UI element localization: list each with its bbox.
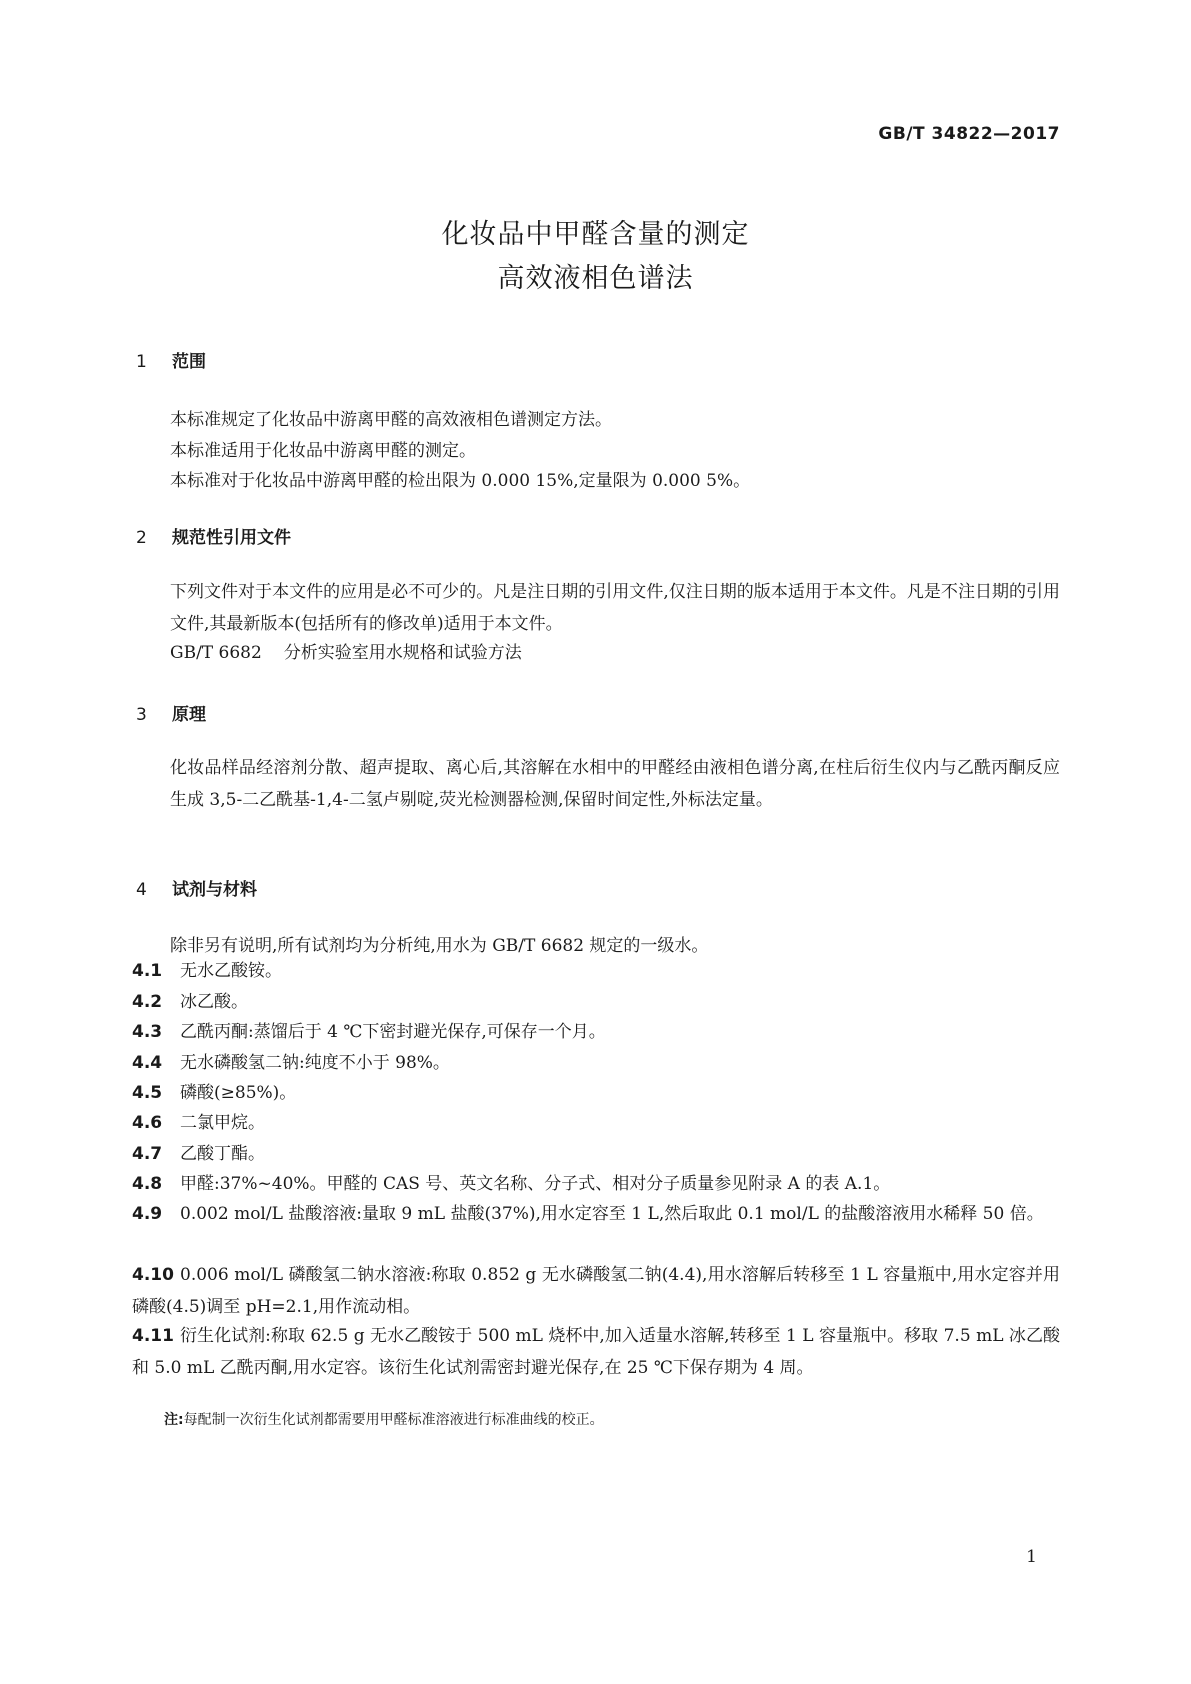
list-item (132, 1107, 1060, 1139)
section-title: 原理 (172, 705, 206, 725)
page-number: 1 (1026, 1547, 1037, 1567)
item-text: 二氯甲烷。 (180, 1113, 265, 1133)
item-number: 4.11 (132, 1326, 174, 1346)
list-item (132, 1259, 1060, 1323)
item-text: 衍生化试剂:称取 62.5 g 无水乙酸铵于 500 mL 烧杯中,加入适量水溶解,转移至 1 L 容量瓶中。移取 7.5 mL 冰乙酸和 5.0 mL 乙酰丙酮,用水定容。该衍生化试剂需密封避光保存,在 25 ℃下保存期为 4 周。 (132, 1326, 1060, 1378)
item-text: 无水乙酸铵。 (180, 961, 282, 981)
section-number: 3 (136, 705, 147, 725)
item-number: 4.7 (132, 1144, 163, 1164)
section-title: 规范性引用文件 (172, 528, 291, 548)
section-heading-scope (136, 347, 206, 372)
item-number: 4.5 (132, 1083, 163, 1103)
item-text: 乙酸丁酯。 (180, 1144, 265, 1164)
paragraph: 本标准规定了化妆品中游离甲醛的高效液相色谱测定方法。 (170, 410, 612, 430)
normative-reference (170, 638, 522, 663)
paragraph: 下列文件对于本文件的应用是必不可少的。凡是注日期的引用文件,仅注日期的版本适用于本文件。凡是不注日期的引用文件,其最新版本(包括所有的修改单)适用于本文件。 (170, 582, 1060, 634)
reference-code: GB/T 6682 (170, 643, 262, 663)
item-text: 冰乙酸。 (180, 992, 248, 1012)
document-title: 化妆品中甲醛含量的测定 (441, 219, 750, 250)
section-heading-normative-references (136, 523, 291, 548)
section-number: 2 (136, 528, 147, 548)
item-number: 4.4 (132, 1053, 163, 1073)
section-title: 试剂与材料 (172, 880, 257, 900)
list-item (132, 1047, 1060, 1079)
list-item (132, 1320, 1060, 1384)
list-item (132, 1016, 1060, 1048)
note (164, 1409, 604, 1429)
paragraph: 化妆品样品经溶剂分散、超声提取、离心后,其溶解在水相中的甲醛经由液相色谱分离,在柱后衍生仪内与乙酰丙酮反应生成 3,5-二乙酰基-1,4-二氢卢剔啶,荧光检测器检测,保留时间定性,外标法定量。 (170, 758, 1060, 810)
section-number: 1 (136, 352, 147, 372)
note-label: 注: (164, 1412, 184, 1428)
paragraph: 本标准对于化妆品中游离甲醛的检出限为 0.000 15%,定量限为 0.000 5%。 (170, 471, 751, 491)
list-item (132, 1138, 1060, 1170)
list-item (132, 1198, 1060, 1230)
list-item (132, 1168, 1060, 1200)
item-text: 磷酸(≥85%)。 (180, 1083, 297, 1103)
list-item (132, 986, 1060, 1018)
item-number: 4.3 (132, 1022, 163, 1042)
document-subtitle: 高效液相色谱法 (497, 263, 694, 294)
section-title: 范围 (172, 352, 206, 372)
paragraph: 本标准适用于化妆品中游离甲醛的测定。 (170, 441, 476, 461)
item-number: 4.8 (132, 1174, 163, 1194)
section-heading-principle (136, 700, 206, 725)
item-number: 4.9 (132, 1204, 163, 1224)
item-text: 0.006 mol/L 磷酸氢二钠水溶液:称取 0.852 g 无水磷酸氢二钠(4.4),用水溶解后转移至 1 L 容量瓶中,用水定容并用磷酸(4.5)调至 pH=2.1,用作流动相。 (132, 1265, 1060, 1317)
reference-title: 分析实验室用水规格和试验方法 (283, 643, 522, 663)
item-text: 0.002 mol/L 盐酸溶液:量取 9 mL 盐酸(37%),用水定容至 1 L,然后取此 0.1 mol/L 的盐酸溶液用水稀释 50 倍。 (180, 1204, 1044, 1224)
item-text: 无水磷酸氢二钠:纯度不小于 98%。 (180, 1053, 450, 1073)
item-text: 甲醛:37%~40%。甲醛的 CAS 号、英文名称、分子式、相对分子质量参见附录 A 的表 A.1。 (180, 1174, 891, 1194)
item-text: 乙酰丙酮:蒸馏后于 4 ℃下密封避光保存,可保存一个月。 (180, 1022, 606, 1042)
section-number: 4 (136, 880, 147, 900)
standard-code: GB/T 34822—2017 (878, 124, 1060, 144)
item-number: 4.2 (132, 992, 163, 1012)
note-text: 每配制一次衍生化试剂都需要用甲醛标准溶液进行标准曲线的校正。 (183, 1412, 604, 1428)
section-heading-reagents (136, 875, 257, 900)
list-item (132, 955, 1060, 987)
list-item (132, 1077, 1060, 1109)
item-number: 4.6 (132, 1113, 163, 1133)
paragraph: 除非另有说明,所有试剂均为分析纯,用水为 GB/T 6682 规定的一级水。 (170, 936, 709, 956)
item-number: 4.10 (132, 1265, 174, 1285)
item-number: 4.1 (132, 961, 163, 981)
